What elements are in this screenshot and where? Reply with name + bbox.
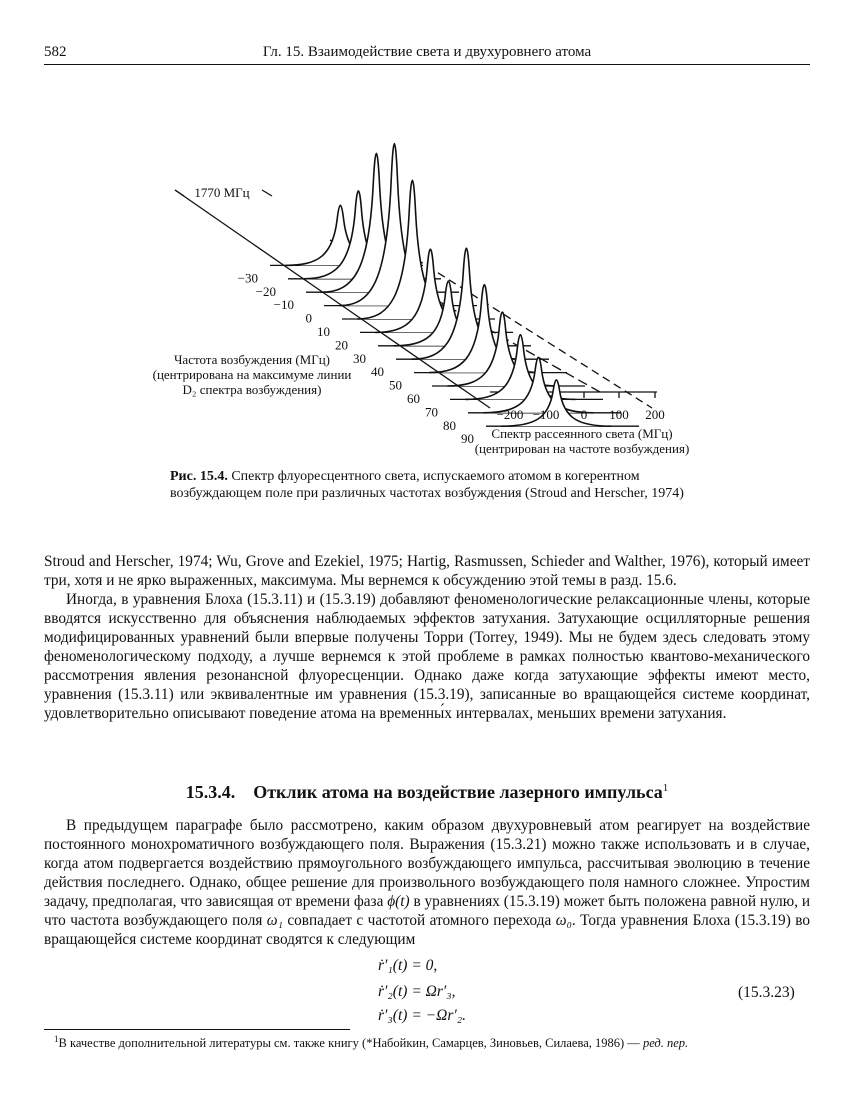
footnote	[54, 1034, 814, 1051]
footnote-rule	[44, 1029, 350, 1030]
section-number: 15.3.4.	[185, 782, 236, 802]
phase-symbol: ϕ(t)	[387, 893, 410, 910]
body-text-bottom	[44, 816, 810, 949]
paragraph-1: Stroud and Herscher, 1974; Wu, Grove and Ezekiel, 1975; Hartig, Rasmussen, Schieder and Walther, 1976), который имеет три, хотя и не ярко выраженных, максимума. Мы вернемся к обсуждению этой темы в разд. 15.6.	[44, 553, 810, 589]
excitation-tick-11: 80	[443, 417, 456, 433]
spacing-arrow-right	[262, 190, 272, 196]
equation-line-3: ṙ′₃(t) = −Ωr′₂.	[378, 1007, 467, 1024]
scatter-tick-4: 200	[645, 407, 665, 422]
equation-line-1: ṙ′₁(t) = 0,	[378, 957, 438, 974]
section-title: Отклик атома на воздействие лазерного импульса	[253, 782, 663, 802]
excitation-tick-7: 40	[371, 364, 384, 380]
excitation-tick-2: −10	[273, 297, 294, 313]
footnote-editor-note: ред. пер.	[642, 1036, 689, 1051]
page-number: 582	[44, 44, 67, 60]
scatter-tick-0: −200	[496, 407, 524, 422]
excitation-axis-label-line-1: Частота возбуждения (МГц)	[173, 352, 331, 367]
excitation-tick-8: 50	[389, 377, 402, 393]
spacing-label: 1770 МГц	[194, 185, 250, 200]
paragraph-3-part-c: совпадает с частотой атомного перехода	[282, 912, 556, 929]
excitation-tick-5: 20	[335, 337, 348, 353]
omega1-symbol: ω₁	[266, 912, 283, 929]
page-header	[44, 42, 810, 65]
spectra-curves	[285, 144, 611, 426]
paragraph-2: Иногда, в уравнения Блоха (15.3.11) и (15.3.19) добавляют феноменологические релаксационные члены, которые вводятся искусственно для объяснения наблюдаемых эффектов затухания. Затухающие осцилляторные решения модифицированных уравнений были впервые получены Торри (Torrey, 1949). Мы не будем здесь следовать этому феноменологическому подходу, а лучше вернемся к этой проблеме в рамках полностью квантово-механического рассмотрения явления резонансной флуоресценции. Однако даже когда затухающие эффекты имеют место, уравнения (15.3.11) или эквивалентные им уравнения (15.3.19), записанные во вращающейся системе координат, удовлетворительно описывают поведение атома на временны́х интервалах, меньших времени затухания.	[44, 591, 810, 722]
scatter-tick-2: 0	[580, 407, 588, 422]
paragraph-3-part-a: В предыдущем параграфе было рассмотрено, каким образом двухуровневый атом реагирует на воздействие постоянного монохроматичного возбуждающего поля. Выражения (15.3.21) можно также использовать и в случае, когда атом подвергается воздействию прямоугольного возбуждающего импульса, рассчитывая эволюцию в течение действия последнего. Однако, общее решение для произвольного возбуждающего поля намного сложнее. Упростим задачу, предполагая, что зависящая от времени фаза	[44, 817, 810, 910]
body-text-top	[44, 552, 810, 723]
equation-number: (15.3.23)	[738, 984, 795, 1001]
caption-label: Рис. 15.4.	[170, 469, 228, 484]
excitation-tick-6: 30	[353, 350, 366, 366]
omega0-symbol: ω₀	[555, 912, 572, 929]
paragraph-3-part-d: . Тогда уравнения Блоха (15.3.19) во вращающейся системе координат сводятся к следующим	[44, 912, 810, 948]
excitation-tick-1: −20	[255, 283, 276, 299]
excitation-axis-label-line-3: D₂ спектра возбуждения)	[182, 382, 322, 397]
excitation-tick-9: 60	[407, 391, 420, 406]
footnote-text: В качестве дополнительной литературы см. также книгу (*Набойкин, Самарцев, Зиновьев, Силаева, 1986) —	[58, 1036, 640, 1051]
caption-text: Спектр флуоресцентного света, испускаемого атомом в когерентном возбуждающем поле при различных частотах возбуждения (Stroud and Herscher, 1974)	[170, 469, 684, 501]
section-footnote-mark: 1	[662, 782, 669, 794]
excitation-tick-3: 0	[305, 310, 312, 326]
scatter-tick-1: −100	[532, 407, 560, 422]
excitation-tick-4: 10	[317, 324, 330, 339]
excitation-tick-10: 70	[425, 404, 438, 420]
scatter-axis-label-line-1: Спектр рассеянного света (МГц)	[491, 426, 673, 441]
equation-line-2: ṙ′₂(t) = Ωr′₃,	[378, 983, 456, 1000]
spacing-arrow-left	[175, 190, 184, 196]
excitation-tick-0: −30	[237, 270, 258, 286]
excitation-tick-12: 90	[461, 431, 474, 447]
running-title: Гл. 15. Взаимодействие света и двухуровнего атома	[262, 44, 592, 60]
figure-caption	[170, 468, 710, 502]
scatter-axis-label-line-2: (центрирован на частоте возбуждения)	[474, 441, 690, 456]
excitation-axis-label-line-2: (центрирована на максимуме линии	[152, 367, 352, 382]
section-heading	[44, 782, 810, 803]
fluorescence-spectra-figure	[150, 78, 710, 463]
paragraph-3-part-b: в уравнениях (15.3.19) может быть положена равной нулю, и что частота возбуждающего поля	[44, 893, 811, 929]
scatter-tick-3: 100	[609, 407, 629, 422]
footnote-mark: 1	[54, 1034, 59, 1044]
paragraph-3	[44, 816, 810, 949]
